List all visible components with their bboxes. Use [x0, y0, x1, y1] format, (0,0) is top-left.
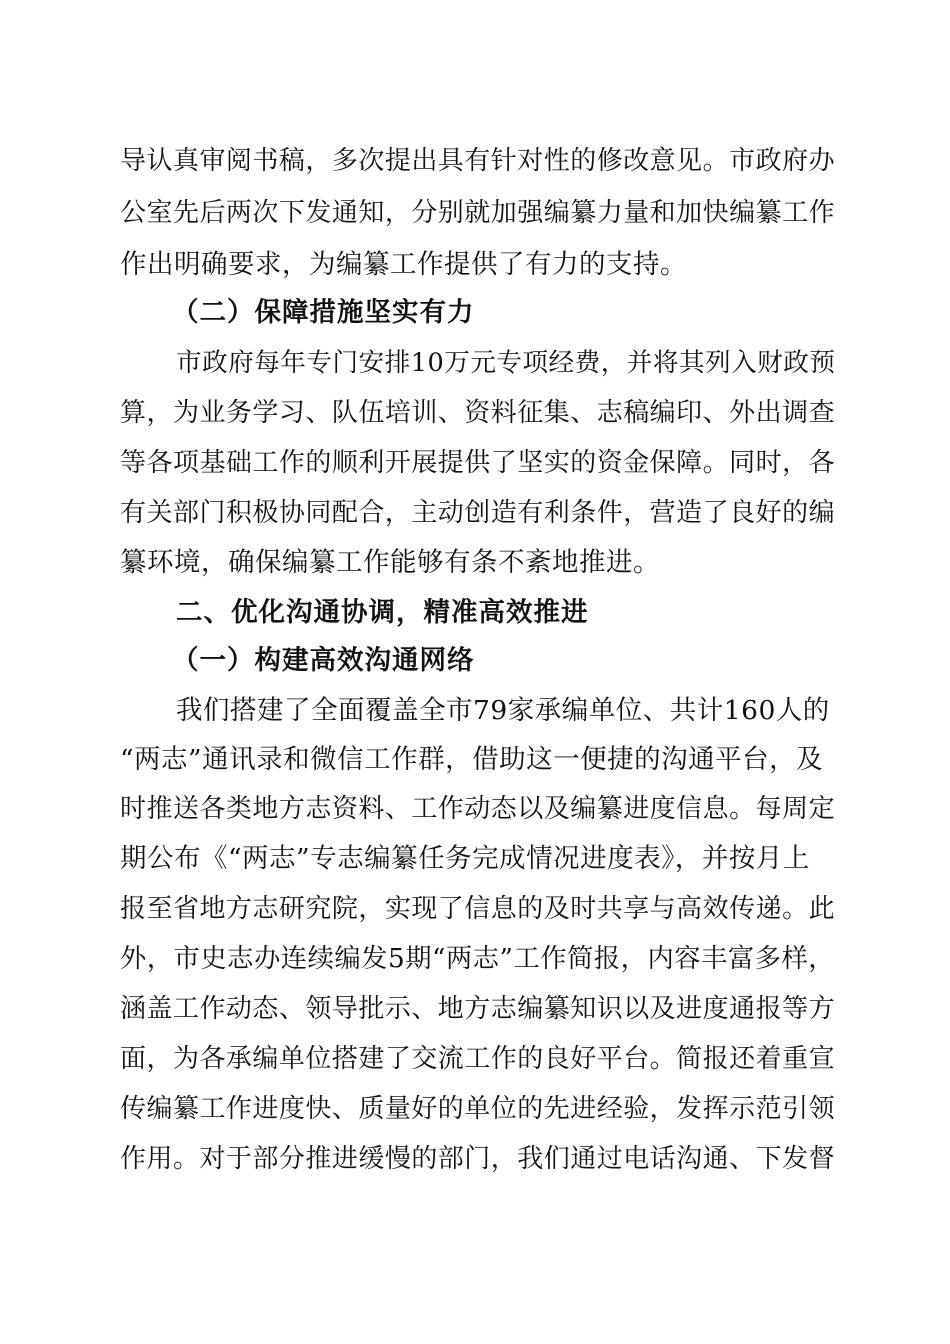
body-text-line: [0, 784, 950, 834]
body-text-line: [0, 188, 950, 238]
line-text: 算，为业务学习、队伍培训、资料征集、志稿编印、外出调查: [120, 398, 836, 428]
body-text-line: [0, 1034, 950, 1084]
body-text-line: [0, 388, 950, 438]
subsection-heading: [0, 288, 950, 338]
body-text-line: [0, 735, 950, 785]
heading-text: （一）构建高效沟通网络: [172, 645, 475, 676]
heading-text: 二、优化沟通协调，精准高效推进: [176, 597, 589, 628]
line-text: 期公布《“两志”专志编纂任务完成情况进度表》，并按月上: [120, 843, 810, 874]
line-text: 导认真审阅书稿，多次提出具有针对性的修改意见。市政府办: [120, 146, 836, 176]
body-text-line: [0, 686, 950, 736]
line-text: 我们搭建了全面覆盖全市79家承编单位、共计160人的: [176, 695, 830, 726]
body-text-line: [0, 338, 950, 388]
line-text: 报至省地方志研究院，实现了信息的及时共享与高效传递。此: [120, 894, 836, 924]
line-text: 作出明确要求，为编纂工作提供了有力的支持。: [120, 249, 687, 280]
line-text: 纂环境，确保编纂工作能够有条不紊地推进。: [120, 547, 660, 578]
heading-text: （二）保障措施坚实有力: [172, 297, 475, 328]
section-heading: [0, 588, 950, 638]
body-text-line: [0, 934, 950, 984]
body-text-line: [0, 834, 950, 884]
body-text-line: [0, 136, 950, 186]
line-text: 作用。对于部分推进缓慢的部门，我们通过电话沟通、下发督: [120, 1144, 836, 1174]
line-text: “两志”通讯录和微信工作群，借助这一便捷的沟通平台，及: [120, 744, 824, 775]
line-text: 公室先后两次下发通知，分别就加强编纂力量和加快编纂工作: [120, 198, 836, 228]
line-text: 时推送各类地方志资料、工作动态以及编纂进度信息。每周定: [120, 794, 836, 824]
line-text: 涵盖工作动态、领导批示、地方志编纂知识以及进度通报等方: [120, 994, 836, 1024]
body-text-line: [0, 1134, 950, 1184]
line-text: 传编纂工作进度快、质量好的单位的先进经验，发挥示范引领: [120, 1094, 836, 1124]
body-text-line: [0, 884, 950, 934]
line-text: 市政府每年专门安排10万元专项经费，并将其列入财政预: [176, 348, 836, 378]
body-text-line: [0, 984, 950, 1034]
body-text-line: [0, 488, 950, 538]
body-text-line: [0, 240, 950, 290]
subsection-heading: [0, 636, 950, 686]
body-text-line: [0, 538, 950, 588]
line-text: 外，市史志办连续编发5期“两志”工作简报，内容丰富多样，: [120, 944, 836, 974]
line-text: 有关部门积极协同配合，主动创造有利条件，营造了良好的编: [120, 498, 836, 528]
line-text: 等各项基础工作的顺利开展提供了坚实的资金保障。同时，各: [120, 448, 836, 478]
body-text-line: [0, 438, 950, 488]
body-text-line: [0, 1084, 950, 1134]
line-text: 面，为各承编单位搭建了交流工作的良好平台。简报还着重宣: [120, 1044, 836, 1074]
